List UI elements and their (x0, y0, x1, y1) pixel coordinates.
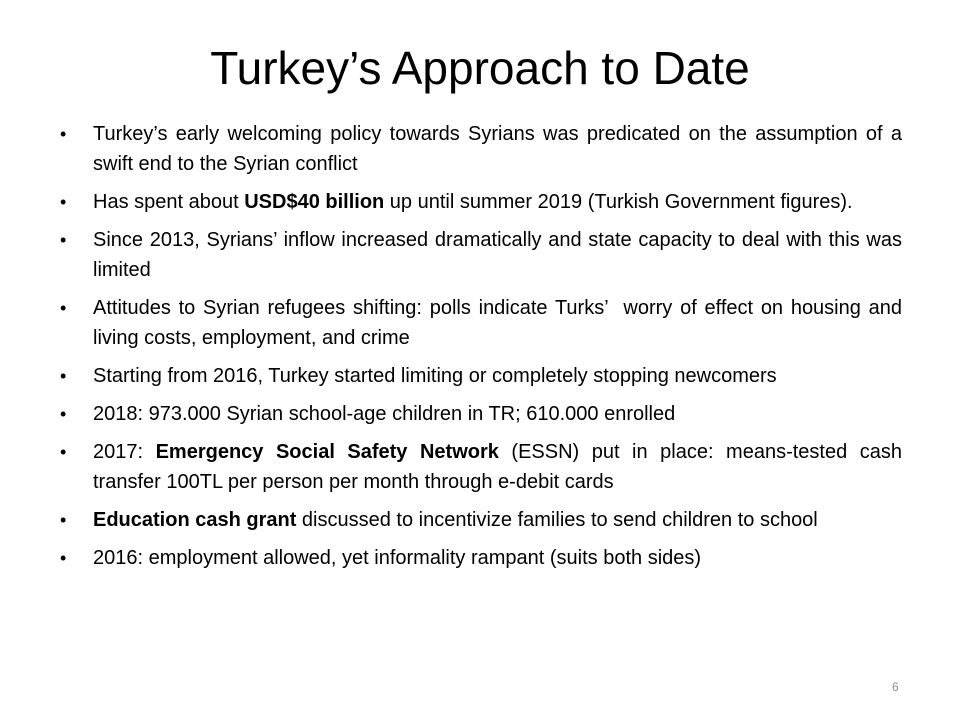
bullet-marker: • (60, 298, 67, 318)
bullet-item (60, 505, 902, 535)
bullet-item (60, 293, 908, 353)
bullet-text: Has spent about (93, 191, 245, 213)
bullet-marker: • (60, 404, 67, 424)
bullet-emphasis: Emergency Social Safety Network (155, 441, 499, 463)
bullet-text: 2018: 973.000 Syrian school-age children in TR; 610.000 enrolled (93, 403, 676, 425)
bullet-item (60, 399, 902, 429)
bullet-marker: • (60, 548, 67, 568)
bullet-emphasis: USD$40 billion (244, 191, 385, 213)
bullet-marker: • (60, 442, 67, 462)
bullet-marker: • (60, 510, 67, 530)
page-number: 6 (892, 680, 899, 694)
bullet-text-continued: up until summer 2019 (Turkish Government figures). (384, 191, 853, 213)
bullet-item (60, 361, 902, 391)
slide-title: Turkey’s Approach to Date (210, 42, 750, 94)
bullet-item (60, 119, 902, 179)
bullet-marker: • (60, 124, 67, 144)
bullet-text: Since 2013, Syrians’ inflow increased dramatically and state capacity to deal with this was limited (93, 229, 902, 281)
bullet-marker: • (60, 192, 67, 212)
bullet-marker: • (60, 230, 67, 250)
bullet-text: Turkey’s early welcoming policy towards Syrians was predicated on the assumption of a swift end to the Syrian conflict (93, 123, 902, 175)
bullet-text-continued: (ESSN) put in place: means-tested cash transfer 100TL per person per month through e-debit cards (93, 441, 903, 493)
bullet-item (60, 437, 902, 497)
bullet-text-continued: discussed to incentivize families to send children to school (296, 509, 818, 531)
bullet-item (60, 225, 902, 285)
bullet-emphasis: Education cash grant (93, 509, 297, 531)
bullet-text: Attitudes to Syrian refugees shifting: polls indicate Turks’ worry of effect on housing and living costs, employment, and crime (93, 297, 908, 349)
bullet-text: 2016: employment allowed, yet informality rampant (suits both sides) (93, 547, 702, 569)
bullet-text: 2017: (93, 441, 156, 463)
bullet-text: Starting from 2016, Turkey started limiting or completely stopping newcomers (93, 365, 777, 387)
bullet-list (60, 119, 908, 581)
bullet-item (60, 543, 902, 573)
bullet-marker: • (60, 366, 67, 386)
bullet-item (60, 187, 902, 217)
